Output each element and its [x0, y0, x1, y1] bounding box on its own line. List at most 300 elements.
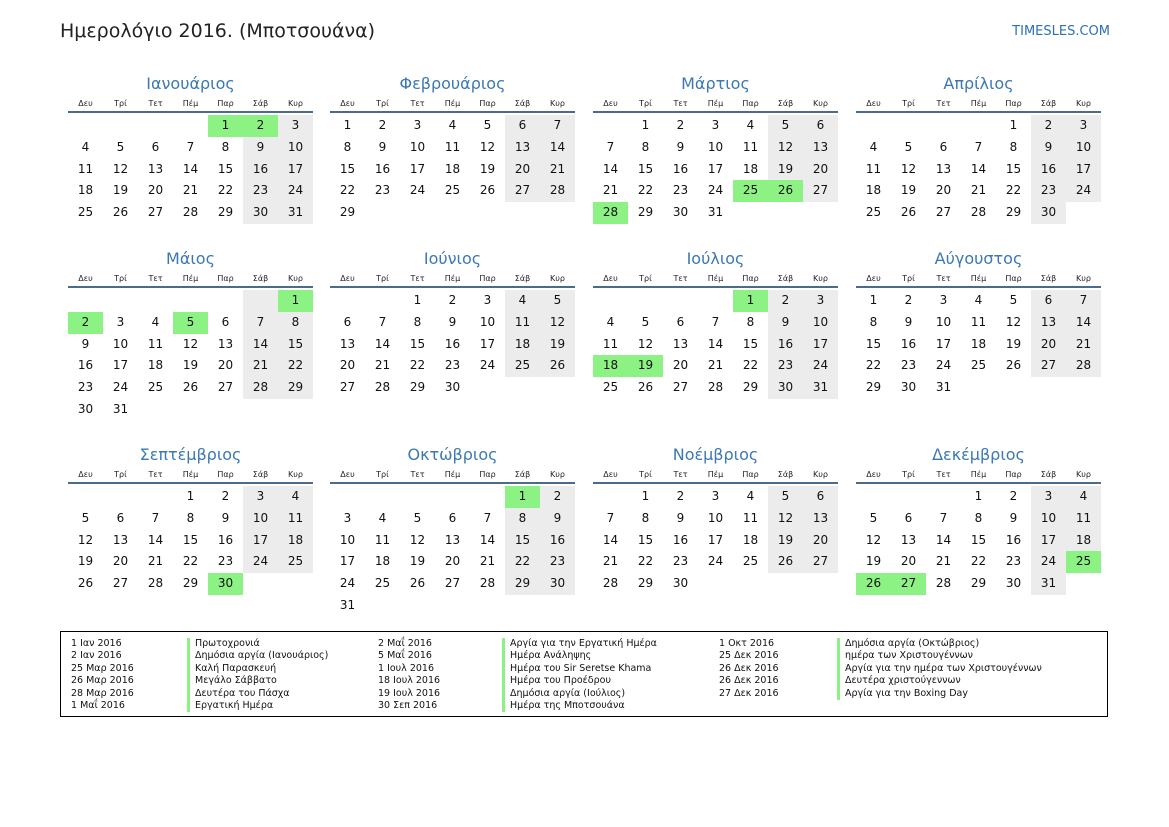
day-cell: 17: [707, 161, 724, 176]
day-cell: 26: [900, 205, 917, 220]
day-cell: 5: [904, 139, 913, 154]
day-cell: 28: [147, 576, 164, 591]
day-cell: 6: [904, 510, 913, 525]
day-cell: 14: [540, 137, 575, 159]
day-cell: 27: [672, 380, 689, 395]
day-cell: 8: [343, 139, 352, 154]
day-cell: 26: [540, 355, 575, 377]
day-cell: 10: [479, 314, 496, 329]
day-cell: 31: [707, 205, 724, 220]
day-cell: 24: [935, 358, 952, 373]
weekday-label: Σάβ: [252, 99, 269, 108]
day-cell: 28: [1066, 355, 1101, 377]
days-grid: [68, 486, 313, 595]
weekday-label: Τρί: [376, 274, 389, 283]
day-cell: 6: [803, 486, 838, 508]
legend-date: 27 Δεκ 2016: [719, 687, 779, 699]
day-cell: 27: [935, 205, 952, 220]
weekday-label: Παρ: [217, 274, 234, 283]
day-cell: 7: [483, 510, 492, 525]
days-grid: [593, 486, 838, 595]
day-cell: 19: [479, 161, 496, 176]
weekday-label: Σάβ: [777, 470, 794, 479]
weekday-label: Τρί: [376, 99, 389, 108]
day-cell: 5: [1009, 293, 1018, 307]
day-cell: 29: [637, 576, 654, 591]
weekday-label: Παρ: [742, 470, 759, 479]
day-cell: 24: [479, 358, 496, 373]
day-cell: 3: [343, 510, 352, 525]
day-cell: 23: [374, 183, 391, 198]
day-cell: 5: [116, 139, 125, 154]
day-cell: 17: [339, 554, 356, 569]
legend-holiday-name: Δευτέρα του Πάσχα: [187, 688, 328, 700]
weekday-label: Τετ: [673, 274, 688, 283]
day-cell: 29: [278, 377, 313, 399]
day-cell: 25: [602, 380, 619, 395]
day-cell: 10: [1066, 137, 1101, 159]
day-cell: 1: [733, 290, 768, 312]
day-cell: 10: [935, 314, 952, 329]
day-cell: 22: [505, 551, 540, 573]
weekday-label: Κυρ: [288, 274, 303, 283]
day-cell: 20: [935, 183, 952, 198]
day-cell: 26: [182, 380, 199, 395]
month-name: Μάρτιος: [681, 74, 750, 93]
month-name: Αύγουστος: [934, 249, 1023, 268]
day-cell: 2: [676, 118, 685, 132]
weekday-label: Τετ: [673, 99, 688, 108]
day-cell: 15: [637, 532, 654, 547]
month-block: [593, 73, 838, 224]
day-cell: 30: [1005, 576, 1022, 591]
day-cell: 24: [707, 554, 724, 569]
month-name: Απρίλιος: [943, 74, 1014, 93]
weekday-label: Σάβ: [1040, 274, 1057, 283]
day-cell: 11: [77, 161, 94, 176]
day-cell: 28: [182, 205, 199, 220]
legend-date: 26 Μαρ 2016: [71, 675, 134, 687]
day-cell: 12: [182, 336, 199, 351]
empty-cell: [365, 486, 400, 508]
month-name: Μάιος: [166, 249, 215, 268]
day-cell: 6: [151, 139, 160, 154]
day-cell: 20: [803, 530, 838, 552]
day-cell: 2: [68, 312, 103, 334]
day-cell: 27: [891, 573, 926, 595]
day-cell: 5: [540, 290, 575, 312]
day-cell: 10: [707, 510, 724, 525]
day-cell: 13: [803, 137, 838, 159]
day-cell: 5: [483, 118, 492, 132]
days-grid: [330, 290, 575, 399]
day-cell: 15: [217, 161, 234, 176]
day-cell: 20: [1031, 334, 1066, 356]
day-cell: 9: [1031, 137, 1066, 159]
day-cell: 20: [112, 554, 129, 569]
day-cell: 3: [711, 489, 720, 503]
day-cell: 26: [479, 183, 496, 198]
day-cell: 20: [505, 159, 540, 181]
day-cell: 9: [904, 314, 913, 329]
day-cell: 21: [182, 183, 199, 198]
empty-cell: [138, 115, 173, 137]
day-cell: 11: [970, 314, 987, 329]
weekday-label: Σάβ: [252, 470, 269, 479]
weekday-label: Τρί: [902, 274, 915, 283]
day-cell: 29: [637, 205, 654, 220]
site-link[interactable]: TIMESLES.COM: [1012, 24, 1110, 39]
legend-date: 2 Μαΐ 2016: [378, 638, 432, 649]
month-block: [330, 73, 575, 224]
day-cell: 24: [278, 180, 313, 202]
day-cell: 30: [208, 573, 243, 595]
weekday-label: Τρί: [639, 99, 652, 108]
legend-holiday-name: Δημόσια αργία (Οκτώβριος): [837, 638, 1042, 650]
weekday-label: Πέμ: [444, 470, 461, 479]
day-cell: 10: [112, 336, 129, 351]
day-cell: 29: [742, 380, 759, 395]
day-cell: 10: [278, 137, 313, 159]
day-cell: 7: [606, 139, 615, 154]
weekday-label: Κυρ: [550, 470, 565, 479]
day-cell: 8: [413, 314, 422, 329]
day-cell: 24: [243, 551, 278, 573]
day-cell: 16: [1031, 159, 1066, 181]
day-cell: 17: [1031, 530, 1066, 552]
weekday-label: Τετ: [148, 274, 163, 283]
day-cell: 14: [970, 161, 987, 176]
legend-holiday-name: Ημέρα του Προέδρου: [502, 675, 657, 687]
legend-date: 18 Ιουλ 2016: [378, 675, 441, 687]
day-cell: 2: [221, 489, 230, 503]
day-cell: 29: [970, 576, 987, 591]
day-cell: 22: [217, 183, 234, 198]
weekday-label: Δευ: [603, 470, 618, 479]
month-block: [856, 73, 1101, 224]
day-cell: 28: [602, 576, 619, 591]
day-cell: 11: [742, 510, 759, 525]
weekday-header: [330, 96, 575, 113]
empty-cell: [173, 290, 208, 312]
legend-date: 1 Ιαν 2016: [71, 638, 122, 649]
day-cell: 4: [151, 314, 160, 329]
day-cell: 11: [865, 161, 882, 176]
day-cell: 30: [768, 377, 803, 399]
day-cell: 9: [676, 139, 685, 154]
day-cell: 12: [900, 161, 917, 176]
weekday-label: Κυρ: [1076, 99, 1091, 108]
weekday-label: Δευ: [603, 274, 618, 283]
day-cell: 15: [505, 530, 540, 552]
day-cell: 31: [1031, 573, 1066, 595]
day-cell: 25: [278, 551, 313, 573]
day-cell: 25: [147, 380, 164, 395]
days-grid: [593, 115, 838, 224]
day-cell: 21: [1066, 334, 1101, 356]
day-cell: 24: [339, 576, 356, 591]
day-cell: 22: [339, 183, 356, 198]
day-cell: 26: [1005, 358, 1022, 373]
weekday-label: Σάβ: [1040, 470, 1057, 479]
day-cell: 9: [540, 508, 575, 530]
day-cell: 10: [1031, 508, 1066, 530]
day-cell: 10: [339, 532, 356, 547]
day-cell: 11: [147, 336, 164, 351]
legend-date: 28 Μαρ 2016: [71, 687, 134, 699]
day-cell: 14: [602, 532, 619, 547]
day-cell: 21: [707, 358, 724, 373]
day-cell: 26: [409, 576, 426, 591]
day-cell: 5: [869, 510, 878, 525]
day-cell: 11: [505, 312, 540, 334]
empty-cell: [698, 290, 733, 312]
day-cell: 4: [278, 486, 313, 508]
day-cell: 29: [409, 380, 426, 395]
day-cell: 3: [243, 486, 278, 508]
day-cell: 2: [904, 293, 913, 307]
days-grid: [856, 290, 1101, 399]
day-cell: 14: [182, 161, 199, 176]
legend-date: 26 Δεκ 2016: [719, 675, 779, 687]
weekday-label: Δευ: [340, 470, 355, 479]
day-cell: 8: [974, 510, 983, 525]
day-cell: 23: [900, 358, 917, 373]
weekday-label: Πέμ: [182, 470, 199, 479]
day-cell: 16: [374, 161, 391, 176]
legend-holiday-name: Ημέρα της Μποτσουάνα: [502, 700, 657, 712]
day-cell: 3: [1066, 115, 1101, 137]
weekday-label: Παρ: [1005, 99, 1022, 108]
day-cell: 3: [803, 290, 838, 312]
day-cell: 7: [939, 510, 948, 525]
day-cell: 21: [602, 554, 619, 569]
day-cell: 11: [602, 336, 619, 351]
day-cell: 7: [151, 510, 160, 525]
empty-cell: [330, 486, 365, 508]
empty-cell: [68, 290, 103, 312]
legend-holiday-name: Ημέρα Ανάληψης: [502, 650, 657, 662]
weekday-label: Δευ: [866, 99, 881, 108]
day-cell: 19: [768, 530, 803, 552]
day-cell: 25: [77, 205, 94, 220]
day-cell: 20: [672, 358, 689, 373]
legend-holiday-name: Μεγάλο Σάββατο: [187, 675, 328, 687]
weekday-header: [593, 96, 838, 113]
legend-dates-column: [71, 638, 134, 712]
legend-holiday-name: Δημόσια αργία (Ιούλιος): [502, 688, 657, 700]
day-cell: 9: [768, 312, 803, 334]
weekday-label: Πέμ: [182, 99, 199, 108]
day-cell: 11: [374, 532, 391, 547]
day-cell: 2: [540, 486, 575, 508]
day-cell: 30: [900, 380, 917, 395]
empty-cell: [103, 486, 138, 508]
day-cell: 16: [540, 530, 575, 552]
weekday-header: [68, 467, 313, 484]
day-cell: 7: [186, 139, 195, 154]
day-cell: 3: [116, 314, 125, 329]
legend-date: 25 Δεκ 2016: [719, 650, 779, 662]
weekday-label: Κυρ: [288, 99, 303, 108]
day-cell: 6: [1031, 290, 1066, 312]
day-cell: 12: [409, 532, 426, 547]
weekday-label: Σάβ: [514, 99, 531, 108]
empty-cell: [856, 486, 891, 508]
weekday-label: Δευ: [866, 274, 881, 283]
day-cell: 10: [803, 312, 838, 334]
legend-date: 1 Μαΐ 2016: [71, 699, 125, 711]
day-cell: 6: [221, 314, 230, 329]
day-cell: 27: [112, 576, 129, 591]
month-block: [68, 444, 313, 595]
weekday-label: Δευ: [78, 99, 93, 108]
weekday-header: [330, 271, 575, 288]
weekday-header: [856, 467, 1101, 484]
day-cell: 11: [444, 139, 461, 154]
empty-cell: [208, 290, 243, 312]
day-cell: 19: [540, 334, 575, 356]
day-cell: 28: [970, 205, 987, 220]
day-cell: 21: [147, 554, 164, 569]
day-cell: 13: [672, 336, 689, 351]
weekday-label: Κυρ: [550, 99, 565, 108]
day-cell: 2: [448, 293, 457, 307]
day-cell: 14: [935, 532, 952, 547]
weekday-label: Πέμ: [970, 274, 987, 283]
day-cell: 10: [707, 139, 724, 154]
month-name: Νοέμβριος: [672, 445, 759, 464]
weekday-label: Δευ: [340, 99, 355, 108]
day-cell: 9: [676, 510, 685, 525]
day-cell: 18: [593, 355, 628, 377]
day-cell: 26: [768, 180, 803, 202]
day-cell: 13: [444, 532, 461, 547]
day-cell: 31: [935, 380, 952, 395]
day-cell: 2: [1031, 115, 1066, 137]
day-cell: 2: [243, 115, 278, 137]
weekday-label: Κυρ: [1076, 470, 1091, 479]
empty-cell: [891, 115, 926, 137]
day-cell: 8: [1009, 139, 1018, 154]
weekday-label: Τετ: [148, 470, 163, 479]
empty-cell: [400, 486, 435, 508]
weekday-label: Τετ: [673, 470, 688, 479]
day-cell: 30: [672, 576, 689, 591]
day-cell: 8: [278, 312, 313, 334]
month-block: [593, 444, 838, 595]
day-cell: 25: [374, 576, 391, 591]
weekday-label: Παρ: [217, 470, 234, 479]
day-cell: 12: [479, 139, 496, 154]
day-cell: 15: [1005, 161, 1022, 176]
day-cell: 8: [186, 510, 195, 525]
day-cell: 25: [444, 183, 461, 198]
legend-names-column: [187, 638, 328, 712]
day-cell: 7: [606, 510, 615, 525]
day-cell: 3: [278, 115, 313, 137]
day-cell: 9: [1009, 510, 1018, 525]
day-cell: 4: [448, 118, 457, 132]
weekday-label: Τρί: [902, 470, 915, 479]
day-cell: 1: [505, 486, 540, 508]
day-cell: 21: [374, 358, 391, 373]
day-cell: 6: [343, 314, 352, 329]
day-cell: 18: [505, 334, 540, 356]
month-name: Φεβρουάριος: [399, 74, 506, 93]
day-cell: 4: [81, 139, 90, 154]
day-cell: 8: [869, 314, 878, 329]
day-cell: 16: [768, 334, 803, 356]
day-cell: 9: [448, 314, 457, 329]
empty-cell: [926, 486, 961, 508]
day-cell: 24: [409, 183, 426, 198]
weekday-label: Δευ: [866, 470, 881, 479]
day-cell: 29: [339, 205, 356, 220]
day-cell: 22: [970, 554, 987, 569]
legend-holiday-name: Καλή Παρασκευή: [187, 663, 328, 675]
day-cell: 18: [444, 161, 461, 176]
weekday-label: Τετ: [936, 470, 951, 479]
day-cell: 18: [77, 183, 94, 198]
weekday-label: Παρ: [217, 99, 234, 108]
weekday-label: Κυρ: [550, 274, 565, 283]
empty-cell: [628, 290, 663, 312]
day-cell: 6: [803, 115, 838, 137]
day-cell: 23: [243, 180, 278, 202]
weekday-label: Τετ: [410, 274, 425, 283]
weekday-label: Πέμ: [970, 470, 987, 479]
day-cell: 28: [243, 377, 278, 399]
month-name: Ιούλιος: [686, 249, 745, 268]
day-cell: 28: [540, 180, 575, 202]
day-cell: 1: [974, 489, 983, 503]
day-cell: 17: [803, 334, 838, 356]
empty-cell: [856, 115, 891, 137]
weekday-label: Τρί: [114, 274, 127, 283]
days-grid: [68, 115, 313, 224]
legend-date: 1 Ιουλ 2016: [378, 662, 434, 674]
day-cell: 23: [672, 554, 689, 569]
empty-cell: [330, 290, 365, 312]
day-cell: 1: [413, 293, 422, 307]
day-cell: 17: [935, 336, 952, 351]
day-cell: 19: [865, 554, 882, 569]
month-block: [68, 248, 313, 421]
day-cell: 23: [444, 358, 461, 373]
day-cell: 5: [641, 314, 650, 329]
day-cell: 18: [742, 161, 759, 176]
day-cell: 10: [243, 508, 278, 530]
weekday-label: Πέμ: [707, 274, 724, 283]
day-cell: 27: [505, 180, 540, 202]
day-cell: 6: [448, 510, 457, 525]
day-cell: 21: [935, 554, 952, 569]
day-cell: 22: [637, 554, 654, 569]
day-cell: 18: [278, 530, 313, 552]
day-cell: 22: [182, 554, 199, 569]
day-cell: 16: [77, 358, 94, 373]
day-cell: 9: [243, 137, 278, 159]
day-cell: 8: [505, 508, 540, 530]
day-cell: 12: [768, 508, 803, 530]
days-grid: [330, 115, 575, 224]
weekday-label: Δευ: [78, 274, 93, 283]
day-cell: 16: [1005, 532, 1022, 547]
legend-date: 2 Ιαν 2016: [71, 650, 122, 662]
day-cell: 24: [112, 380, 129, 395]
day-cell: 3: [483, 293, 492, 307]
